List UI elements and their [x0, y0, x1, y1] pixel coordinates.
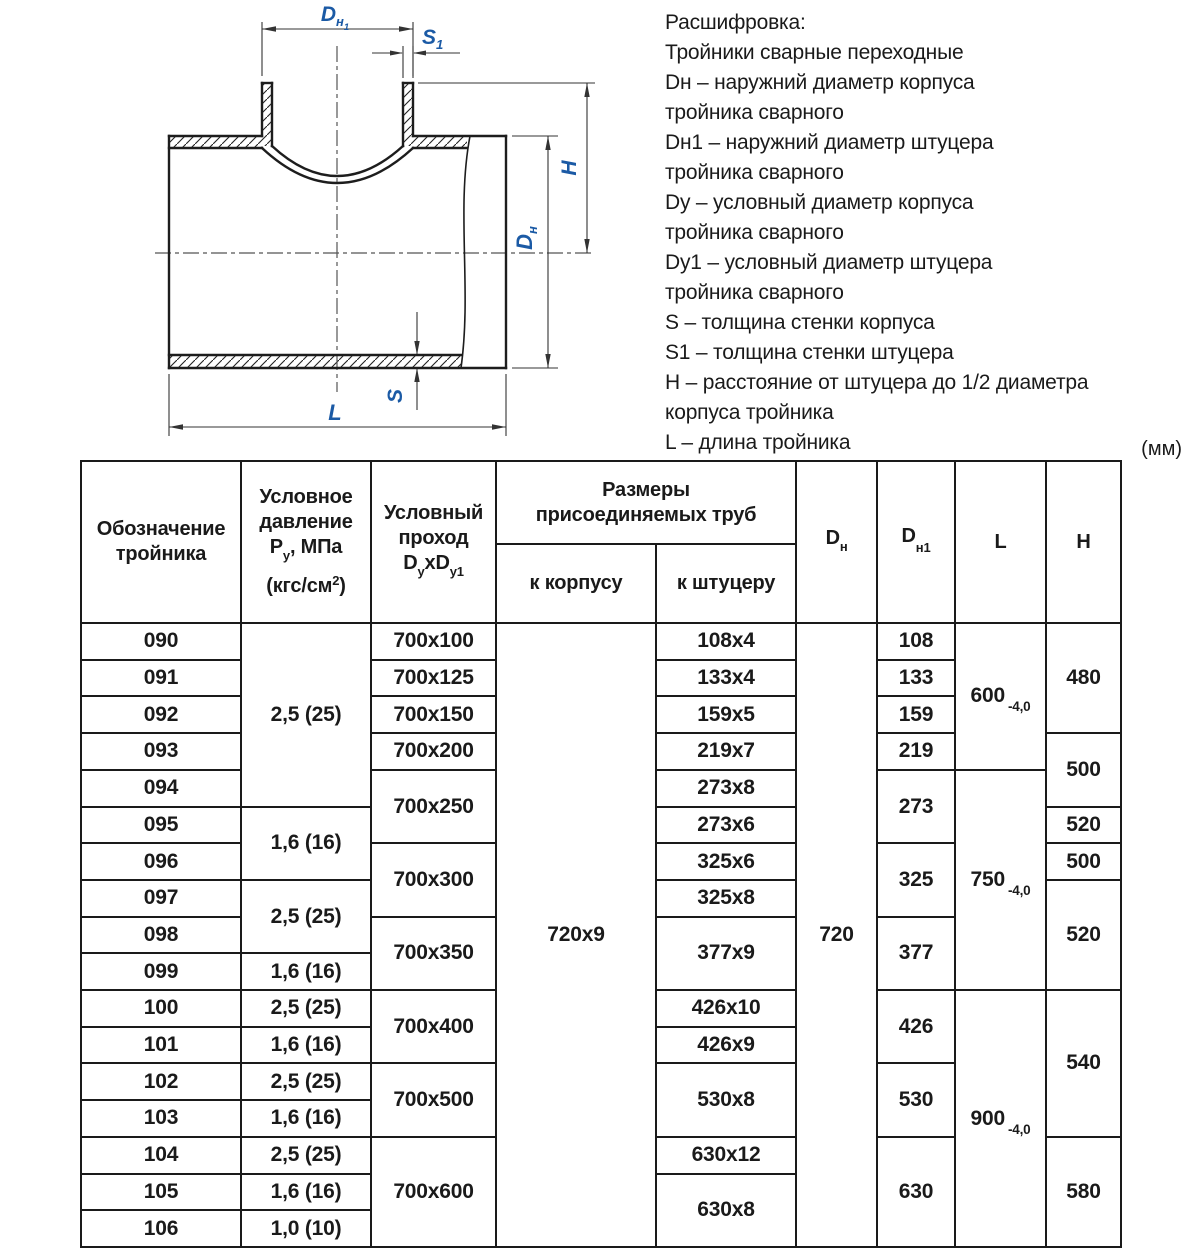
cell-pressure: 1,6 (16)	[241, 1027, 371, 1064]
cell-dn1: 325	[877, 843, 955, 916]
legend-line: Dн – наружний диаметр корпуса	[665, 71, 975, 94]
cell-bore: 700x200	[371, 733, 496, 770]
cell-dn1: 159	[877, 696, 955, 733]
legend-line: Dу1 – условный диаметр штуцера	[665, 251, 993, 274]
hatched-walls	[169, 84, 467, 367]
cell-h: 540	[1046, 990, 1121, 1137]
cell-id: 090	[81, 623, 241, 660]
cell-pressure: 1,6 (16)	[241, 1174, 371, 1211]
legend-line: S1 – толщина стенки штуцера	[665, 341, 954, 364]
cell-bore: 700x400	[371, 990, 496, 1063]
cell-dn1: 108	[877, 623, 955, 660]
cell-id: 102	[81, 1063, 241, 1100]
cell-dn1: 219	[877, 733, 955, 770]
cell-id: 106	[81, 1210, 241, 1247]
legend-line: корпуса тройника	[665, 401, 834, 424]
cell-h: 520	[1046, 880, 1121, 990]
units-label: (мм)	[1141, 438, 1182, 460]
legend-line: Тройники сварные переходные	[665, 41, 964, 64]
legend-line: S – толщина стенки корпуса	[665, 311, 935, 334]
cell-dn1: 133	[877, 660, 955, 697]
cell-l: 600 -4,0	[955, 623, 1046, 770]
cell-body-pipe: 720x9	[496, 623, 656, 1247]
cell-id: 098	[81, 917, 241, 954]
legend-line: L – длина тройника	[665, 431, 851, 454]
cell-bore: 700x350	[371, 917, 496, 990]
label-s1: $S_1$	[422, 26, 444, 52]
header-dn1: $D_{н1}$	[877, 461, 955, 623]
cell-dn: 720	[796, 623, 877, 1247]
legend-line: тройника сварного	[665, 281, 844, 304]
label-dn1: $D_н1$	[320, 3, 350, 33]
cell-l: 900 -4,0	[955, 990, 1046, 1247]
cell-pressure: 1,6 (16)	[241, 807, 371, 880]
cell-id: 103	[81, 1100, 241, 1137]
cell-id: 091	[81, 660, 241, 697]
cell-stub-pipe: 630x8	[656, 1174, 796, 1247]
header-designation: Обозначение тройника	[81, 461, 241, 623]
label-s: S	[384, 388, 407, 404]
cell-h: 580	[1046, 1137, 1121, 1247]
header-h: H	[1046, 461, 1121, 623]
header-pressure: Условное давление $P_у$, МПа $(кгс/см^2)$	[241, 461, 371, 623]
cell-stub-pipe: 325x8	[656, 880, 796, 917]
cell-pressure: 1,0 (10)	[241, 1210, 371, 1247]
cell-bore: 700x500	[371, 1063, 496, 1136]
cell-id: 093	[81, 733, 241, 770]
header-to-body: к корпусу	[496, 544, 656, 623]
cell-stub-pipe: 630x12	[656, 1137, 796, 1174]
legend-line: тройника сварного	[665, 101, 844, 124]
cell-id: 099	[81, 953, 241, 990]
header-bore: Условный проход $D_уxD_{у1}$	[371, 461, 496, 623]
cell-stub-pipe: 159x5	[656, 696, 796, 733]
cell-id: 092	[81, 696, 241, 733]
cell-stub-pipe: 530x8	[656, 1063, 796, 1136]
cell-h: 500	[1046, 843, 1121, 880]
cell-stub-pipe: 325x6	[656, 843, 796, 880]
cell-dn1: 426	[877, 990, 955, 1063]
tee-drawing	[60, 0, 620, 455]
header-l: L	[955, 461, 1046, 623]
legend	[665, 8, 1175, 458]
cell-dn1: 273	[877, 770, 955, 843]
cell-h: 520	[1046, 807, 1121, 844]
cell-stub-pipe: 426x10	[656, 990, 796, 1027]
header-pipe-sizes: Размеры присоединяемых труб	[496, 461, 796, 544]
cell-id: 094	[81, 770, 241, 807]
header-dn: $D_н$	[796, 461, 877, 623]
cell-bore: 700x250	[371, 770, 496, 843]
legend-line: тройника сварного	[665, 221, 844, 244]
cell-id: 105	[81, 1174, 241, 1211]
cell-l: 750 -4,0	[955, 770, 1046, 990]
cell-id: 096	[81, 843, 241, 880]
cell-pressure: 1,6 (16)	[241, 953, 371, 990]
cell-dn1: 377	[877, 917, 955, 990]
cell-dn1: 530	[877, 1063, 955, 1136]
cell-pressure: 2,5 (25)	[241, 880, 371, 953]
center-lines	[155, 46, 593, 392]
cell-id: 095	[81, 807, 241, 844]
cell-stub-pipe: 108x4	[656, 623, 796, 660]
label-h: H	[558, 160, 581, 176]
cell-bore: 700x300	[371, 843, 496, 916]
cell-stub-pipe: 377x9	[656, 917, 796, 990]
cell-stub-pipe: 133x4	[656, 660, 796, 697]
cell-pressure: 2,5 (25)	[241, 1137, 371, 1174]
cell-id: 104	[81, 1137, 241, 1174]
legend-line: H – расстояние от штуцера до 1/2 диаметра	[665, 371, 1089, 394]
cell-h: 480	[1046, 623, 1121, 733]
label-l: L	[328, 400, 342, 425]
cell-pressure: 2,5 (25)	[241, 623, 371, 807]
cell-stub-pipe: 426x9	[656, 1027, 796, 1064]
cell-bore: 700x600	[371, 1137, 496, 1247]
cell-id: 097	[81, 880, 241, 917]
label-dn: $D_н$	[512, 226, 540, 250]
break-line	[461, 136, 470, 368]
header-to-stub: к штуцеру	[656, 544, 796, 623]
cell-stub-pipe: 273x6	[656, 807, 796, 844]
cell-stub-pipe: 273x8	[656, 770, 796, 807]
cell-pressure: 2,5 (25)	[241, 1063, 371, 1100]
legend-line: тройника сварного	[665, 161, 844, 184]
cell-bore: 700x100	[371, 623, 496, 660]
legend-line: Dн1 – наружний диаметр штуцера	[665, 131, 994, 154]
cell-h: 500	[1046, 733, 1121, 806]
cell-id: 100	[81, 990, 241, 1027]
cell-stub-pipe: 219x7	[656, 733, 796, 770]
cell-bore: 700x125	[371, 660, 496, 697]
legend-line: Dу – условный диаметр корпуса	[665, 191, 974, 214]
cell-dn1: 630	[877, 1137, 955, 1247]
legend-title: Расшифровка:	[665, 11, 806, 34]
cell-id: 101	[81, 1027, 241, 1064]
cell-pressure: 1,6 (16)	[241, 1100, 371, 1137]
cell-bore: 700x150	[371, 696, 496, 733]
spec-table	[80, 460, 1122, 1248]
cell-pressure: 2,5 (25)	[241, 990, 371, 1027]
